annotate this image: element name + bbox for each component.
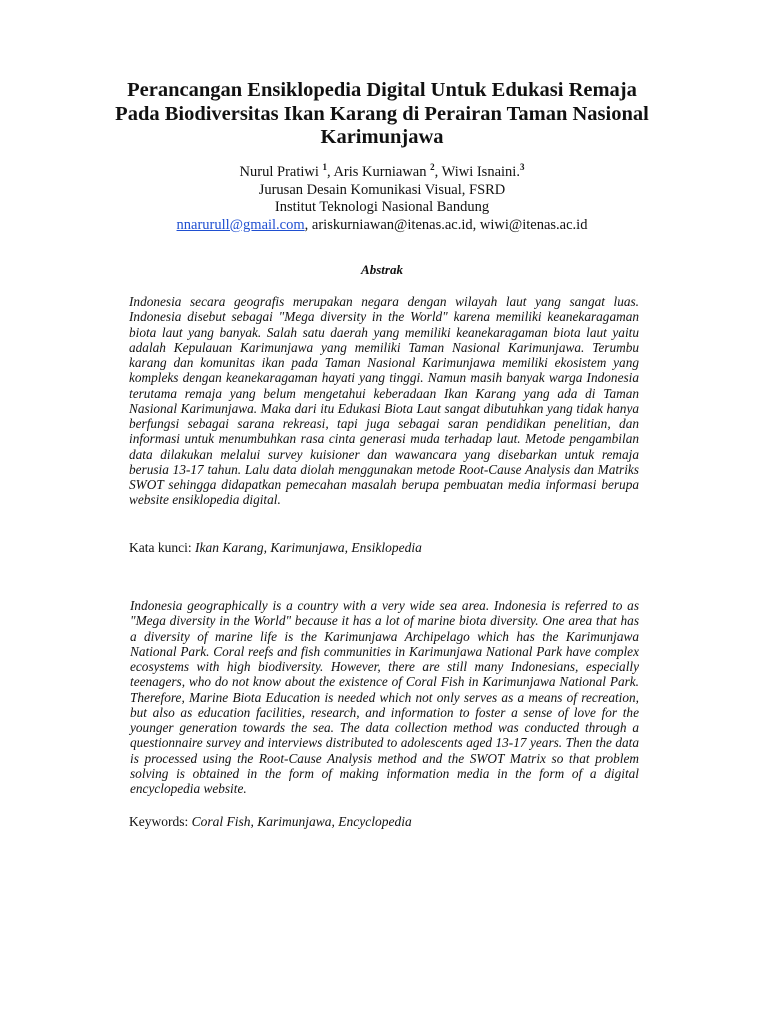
abstract-heading: Abstrak [361,262,403,277]
keywords-english-separator: : [184,814,192,829]
keywords-english-label: Keywords [129,814,185,829]
keywords-indonesian-value: Ikan Karang, Karimunjawa, Ensiklopedia [195,540,422,555]
author-institution: Institut Teknologi Nasional Bandung [274,199,490,215]
author-names [100,164,664,182]
email-link[interactable]: nnarurull@gmail.com [176,216,305,233]
email-others: , ariskurniawan@itenas.ac.id, wiwi@itenas.ac.id [304,216,588,233]
author-department: Jurusan Desain Komunikasi Visual, FSRD [258,181,506,198]
keywords-indonesian-separator: : [187,540,195,555]
author-3-affiliation: 3 [519,162,525,172]
author-2-name: , Aris Kurniawan [327,164,427,180]
keywords-indonesian [129,540,639,556]
author-emails [100,217,664,235]
abstract-english: Indonesia geographically is a country with a very wide sea area. Indonesia is referred to as "Mega diversity in the World" because it has a lot of marine biota diversity. One area that has a diversity of marine life is the Karimunjawa Archipelago which has the Karimunjawa National Park. Coral reefs and fish communities in Karimunjawa National Park have complex ecosystems with high biodiversity. However, there are still many Indonesians, especially teenagers, who do not know about the existence of Coral Fish in Karimunjawa National Park. Therefore, Marine Biota Education is needed which not only serves as a means of recreation, but also as education facilities, research, and information to foster a sense of love for the younger generation towards the sea. The data collection method was conducted through a questionnaire survey and interviews distributed to adolescents aged 13-17 years. Then the data is processed using the Root-Cause Analysis method and the SWOT Matrix so that problem solving is obtained in the form of making information media in the form of a digital encyclopedia website. [130,598,639,796]
author-block [100,164,664,234]
author-3-name: , Wiwi Isnaini. [434,164,520,180]
keywords-english-value: Coral Fish, Karimunjawa, Encyclopedia [191,814,412,829]
abstract-indonesian: Indonesia secara geografis merupakan negara dengan wilayah laut yang sangat luas. Indonesia disebut sebagai "Mega diversity in the World" karena memiliki keanekaragaman biota laut yang banyak. Salah satu daerah yang memiliki keanekaragaman biota laut yaitu adalah Kepulauan Karimunjawa yang memiliki Taman Nasional Karimunjawa. Terumbu karang dan komunitas ikan pada Taman Nasional Karimunjawa memiliki ekosistem yang kompleks dengan keanekaragaman hayati yang tinggi. Namun masih banyak warga Indonesia terutama remaja yang belum mengetahui keberadaan Ikan Karang yang ada di Taman Nasional Karimunjawa. Maka dari itu Edukasi Biota Laut sangat dibutuhkan yang tidak hanya berfungsi sebagai sarana rekreasi, tapi juga sebagai saran pendidikan penelitian, dan informasi untuk menumbuhkan rasa cinta generasi muda terhadap laut. Metode pengambilan data dilakukan melalui survey kuisioner dan wawancara yang disebarkan untuk remaja berusia 13-17 tahun. Lalu data diolah menggunakan metode Root-Cause Analysis dan Matriks SWOT sehingga didapatkan pemecahan masalah berupa pembuatan media informasi berupa website ensiklopedia digital. [129,294,639,508]
paper-title: Perancangan Ensiklopedia Digital Untuk Edukasi Remaja Pada Biodiversitas Ikan Karang di Perairan Taman Nasional Karimunjawa [115,79,649,148]
keywords-indonesian-label: Kata kunci [129,540,188,555]
author-2-affiliation: 2 [430,162,435,172]
keywords-english [129,814,639,830]
author-1-name: Nurul Pratiwi [239,164,319,180]
author-1-affiliation: 1 [322,162,328,172]
